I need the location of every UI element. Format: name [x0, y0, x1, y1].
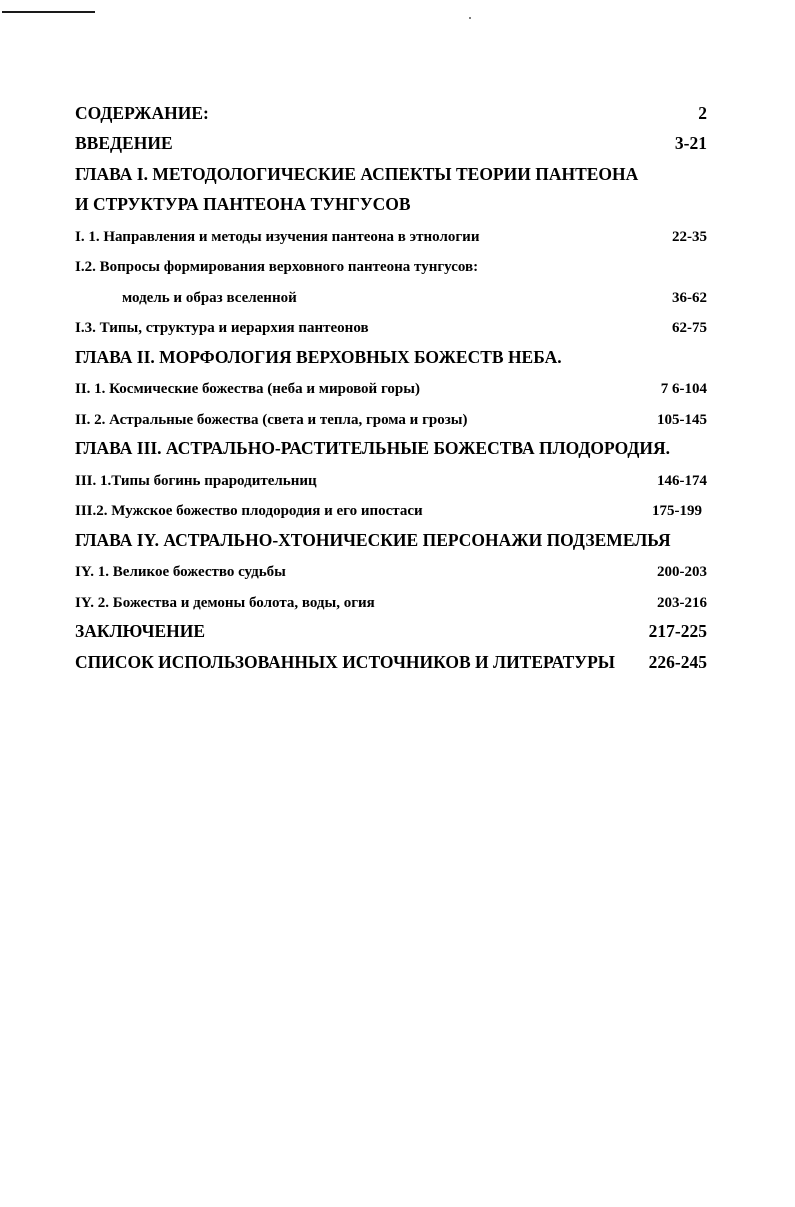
- toc-section-1-2-cont: [75, 282, 707, 313]
- toc-chapter-1-heading: [75, 160, 707, 191]
- toc-entry-page: 200-203: [657, 564, 707, 580]
- toc-entry-page: 203-216: [657, 594, 707, 611]
- toc-entry-page: 175-199: [652, 503, 702, 519]
- toc-entry-title: III.2. Мужское божество плодородия и его ипостаси: [75, 503, 423, 519]
- toc-section-2-1: [75, 374, 707, 405]
- toc-entry-page: 3-21: [674, 133, 707, 153]
- toc-section-2-2: [75, 404, 707, 435]
- toc-entry-page: 217-225: [648, 621, 707, 641]
- toc-entry-page: 7 6-104: [660, 381, 707, 397]
- toc-section-1-2: [75, 252, 707, 283]
- scan-artifact-dot: [469, 17, 471, 19]
- toc-entry-bibliography: [75, 648, 707, 679]
- toc-entry-title: модель и образ вселенной: [122, 289, 297, 306]
- toc-section-4-1: [75, 557, 707, 588]
- toc-entry-title: III. 1.Типы богинь прародительниц: [75, 472, 317, 489]
- toc-entry-title: ГЛАВА III. АСТРАЛЬНО-РАСТИТЕЛЬНЫЕ БОЖЕСТВА ПЛОДОРОДИЯ.: [75, 438, 670, 458]
- toc-entry-title: I.2. Вопросы формирования верховного пантеона тунгусов:: [75, 259, 479, 275]
- toc-entry-page: 36-62: [672, 289, 707, 306]
- toc-entry-title: I. 1. Направления и методы изучения пантеона в этнологии: [75, 228, 480, 245]
- toc-chapter-2-heading: [75, 343, 707, 374]
- toc-chapter-3-heading: [75, 435, 707, 466]
- toc-section-4-2: [75, 587, 707, 618]
- toc-entry-title: IY. 1. Великое божество судьбы: [75, 564, 286, 580]
- toc-entry-page: 22-35: [672, 228, 707, 245]
- toc-entry-title: II. 1. Космические божества (неба и мировой горы): [75, 381, 420, 397]
- toc-entry-title: СОДЕРЖАНИЕ:: [75, 102, 209, 123]
- toc-entry-title: IY. 2. Божества и демоны болота, воды, огия: [75, 594, 375, 611]
- toc-entry-page: 146-174: [657, 472, 707, 489]
- toc-entry-title: И СТРУКТУРА ПАНТЕОНА ТУНГУСОВ: [75, 194, 411, 214]
- toc-entry-contents: [75, 99, 707, 130]
- scan-artifact-line: [2, 11, 95, 13]
- toc-chapter-4-heading: [75, 526, 707, 557]
- toc-entry-title: ВВЕДЕНИЕ: [75, 133, 173, 153]
- toc-entry-title: ЗАКЛЮЧЕНИЕ: [75, 621, 206, 641]
- toc-entry-page: 226-245: [648, 651, 707, 672]
- toc-entry-introduction: [75, 130, 707, 161]
- toc-section-1-3: [75, 313, 707, 344]
- toc-entry-page: 2: [698, 102, 707, 123]
- toc-entry-title: II. 2. Астральные божества (света и тепла, грома и грозы): [75, 411, 468, 428]
- toc-entry-title: СПИСОК ИСПОЛЬЗОВАННЫХ ИСТОЧНИКОВ И ЛИТЕРАТУРЫ: [75, 651, 615, 672]
- toc-section-1-1: [75, 221, 707, 252]
- toc-entry-title: ГЛАВА IY. АСТРАЛЬНО-ХТОНИЧЕСКИЕ ПЕРСОНАЖИ ПОДЗЕМЕЛЬЯ: [75, 529, 671, 550]
- toc-entry-title: ГЛАВА I. МЕТОДОЛОГИЧЕСКИЕ АСПЕКТЫ ТЕОРИИ ПАНТЕОНА: [75, 163, 639, 184]
- toc-entry-conclusion: [75, 618, 707, 649]
- toc-entry-title: ГЛАВА II. МОРФОЛОГИЯ ВЕРХОВНЫХ БОЖЕСТВ НЕБА.: [75, 346, 562, 367]
- toc-section-3-1: [75, 465, 707, 496]
- toc-entry-title: I.3. Типы, структура и иерархия пантеонов: [75, 320, 369, 336]
- toc-entry-page: 105-145: [657, 411, 707, 428]
- toc-section-3-2: [75, 496, 707, 527]
- toc-chapter-1-heading-cont: [75, 191, 707, 222]
- table-of-contents: [75, 99, 707, 679]
- toc-entry-page: 62-75: [672, 320, 707, 336]
